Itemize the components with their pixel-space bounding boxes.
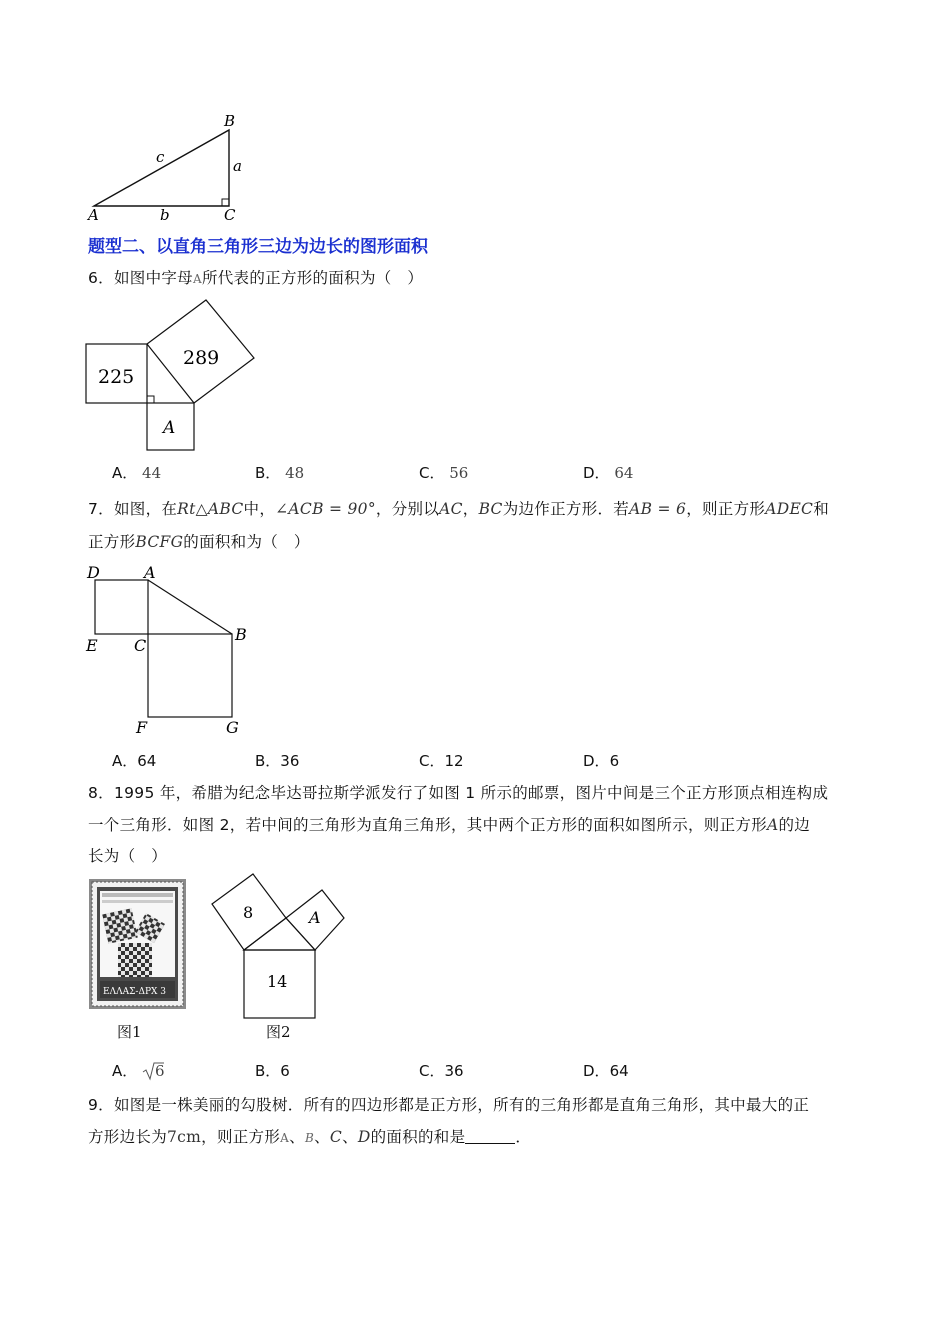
q6-square-225: 225 xyxy=(98,366,135,388)
q7-label-D: D xyxy=(87,563,100,582)
q8-square-A: A xyxy=(309,908,321,927)
label-C: C xyxy=(224,206,236,224)
q6-text xyxy=(88,262,423,295)
q6-option-a[interactable]: A． 44 xyxy=(112,464,162,482)
q6-number: 6． xyxy=(88,269,114,287)
label-b: b xyxy=(160,206,170,224)
q7-option-b[interactable]: B．36 xyxy=(255,752,300,770)
q7-line-1: 7．如图，在Rt△ABC中，∠ACB = 90°，分别以AC，BC为边作正方形．若AB = 6，则正方形ADEC和 xyxy=(88,500,830,518)
label-A: A xyxy=(88,206,99,224)
label-a: a xyxy=(233,157,242,175)
label-B: B xyxy=(224,112,236,130)
q7-option-a[interactable]: A．64 xyxy=(112,752,157,770)
fig2-caption: 图2 xyxy=(266,1023,291,1041)
q8-line-2: 一个三角形．如图 2，若中间的三角形为直角三角形，其中两个正方形的面积如图所示，则正方形A的边 xyxy=(88,816,811,834)
q7-label-G: G xyxy=(226,718,239,737)
q6-square-A: A xyxy=(163,418,176,438)
label-c: c xyxy=(156,148,165,166)
q7-option-d[interactable]: D．6 xyxy=(583,752,620,770)
stamp-text: ΕΛΛΑΣ-ΔΡΧ 3 xyxy=(103,987,167,997)
q7-label-E: E xyxy=(86,636,98,655)
q8-option-a[interactable]: A． 6 xyxy=(112,1062,165,1080)
right-triangle-figure xyxy=(80,108,260,226)
q8-line-3: 长为（ ） xyxy=(88,847,168,865)
section-heading: 题型二、以直角三角形三边为边长的图形面积 xyxy=(88,237,428,257)
q8-square-8: 8 xyxy=(243,903,254,922)
q7-line-2: 正方形BCFG的面积和为（ ） xyxy=(88,533,310,551)
q8-square-14: 14 xyxy=(267,972,288,991)
q8-option-b[interactable]: B．6 xyxy=(255,1062,290,1080)
fig1-caption: 图1 xyxy=(117,1023,142,1041)
q7-label-C: C xyxy=(134,636,147,655)
q6-square-289: 289 xyxy=(183,347,220,369)
q8-figure-2 xyxy=(205,866,353,1022)
q7-label-A: A xyxy=(144,563,156,582)
q6-option-c[interactable]: C． 56 xyxy=(419,464,469,482)
q8-option-d[interactable]: D．64 xyxy=(583,1062,629,1080)
q6-option-d[interactable]: D． 64 xyxy=(583,464,634,482)
q6-text-a: 如图中字母 xyxy=(113,269,193,287)
q7-figure xyxy=(84,562,259,740)
q7-label-F: F xyxy=(136,718,148,737)
q9-line-2: 方形边长为7cm，则正方形A、B、C、D的面积的和是 ． xyxy=(88,1128,532,1146)
q8-line-1: 8．1995 年，希腊为纪念毕达哥拉斯学派发行了如图 1 所示的邮票，图片中间是三个正方形顶点相连构成 xyxy=(88,784,829,802)
q8-option-c[interactable]: C．36 xyxy=(419,1062,464,1080)
q6-option-b[interactable]: B． 48 xyxy=(255,464,305,482)
q6-var: A xyxy=(192,272,202,286)
q6-figure xyxy=(84,298,259,456)
answer-blank[interactable] xyxy=(465,1127,515,1144)
q7-option-c[interactable]: C．12 xyxy=(419,752,464,770)
q6-text-b: 所代表的正方形的面积为（ ） xyxy=(201,269,424,287)
q7-label-B: B xyxy=(235,625,247,644)
pythagoras-stamp-image xyxy=(89,879,186,1009)
q9-line-1: 9．如图是一株美丽的勾股树．所有的四边形都是正方形，所有的三角形都是直角三角形，其中最大的正 xyxy=(88,1096,810,1114)
